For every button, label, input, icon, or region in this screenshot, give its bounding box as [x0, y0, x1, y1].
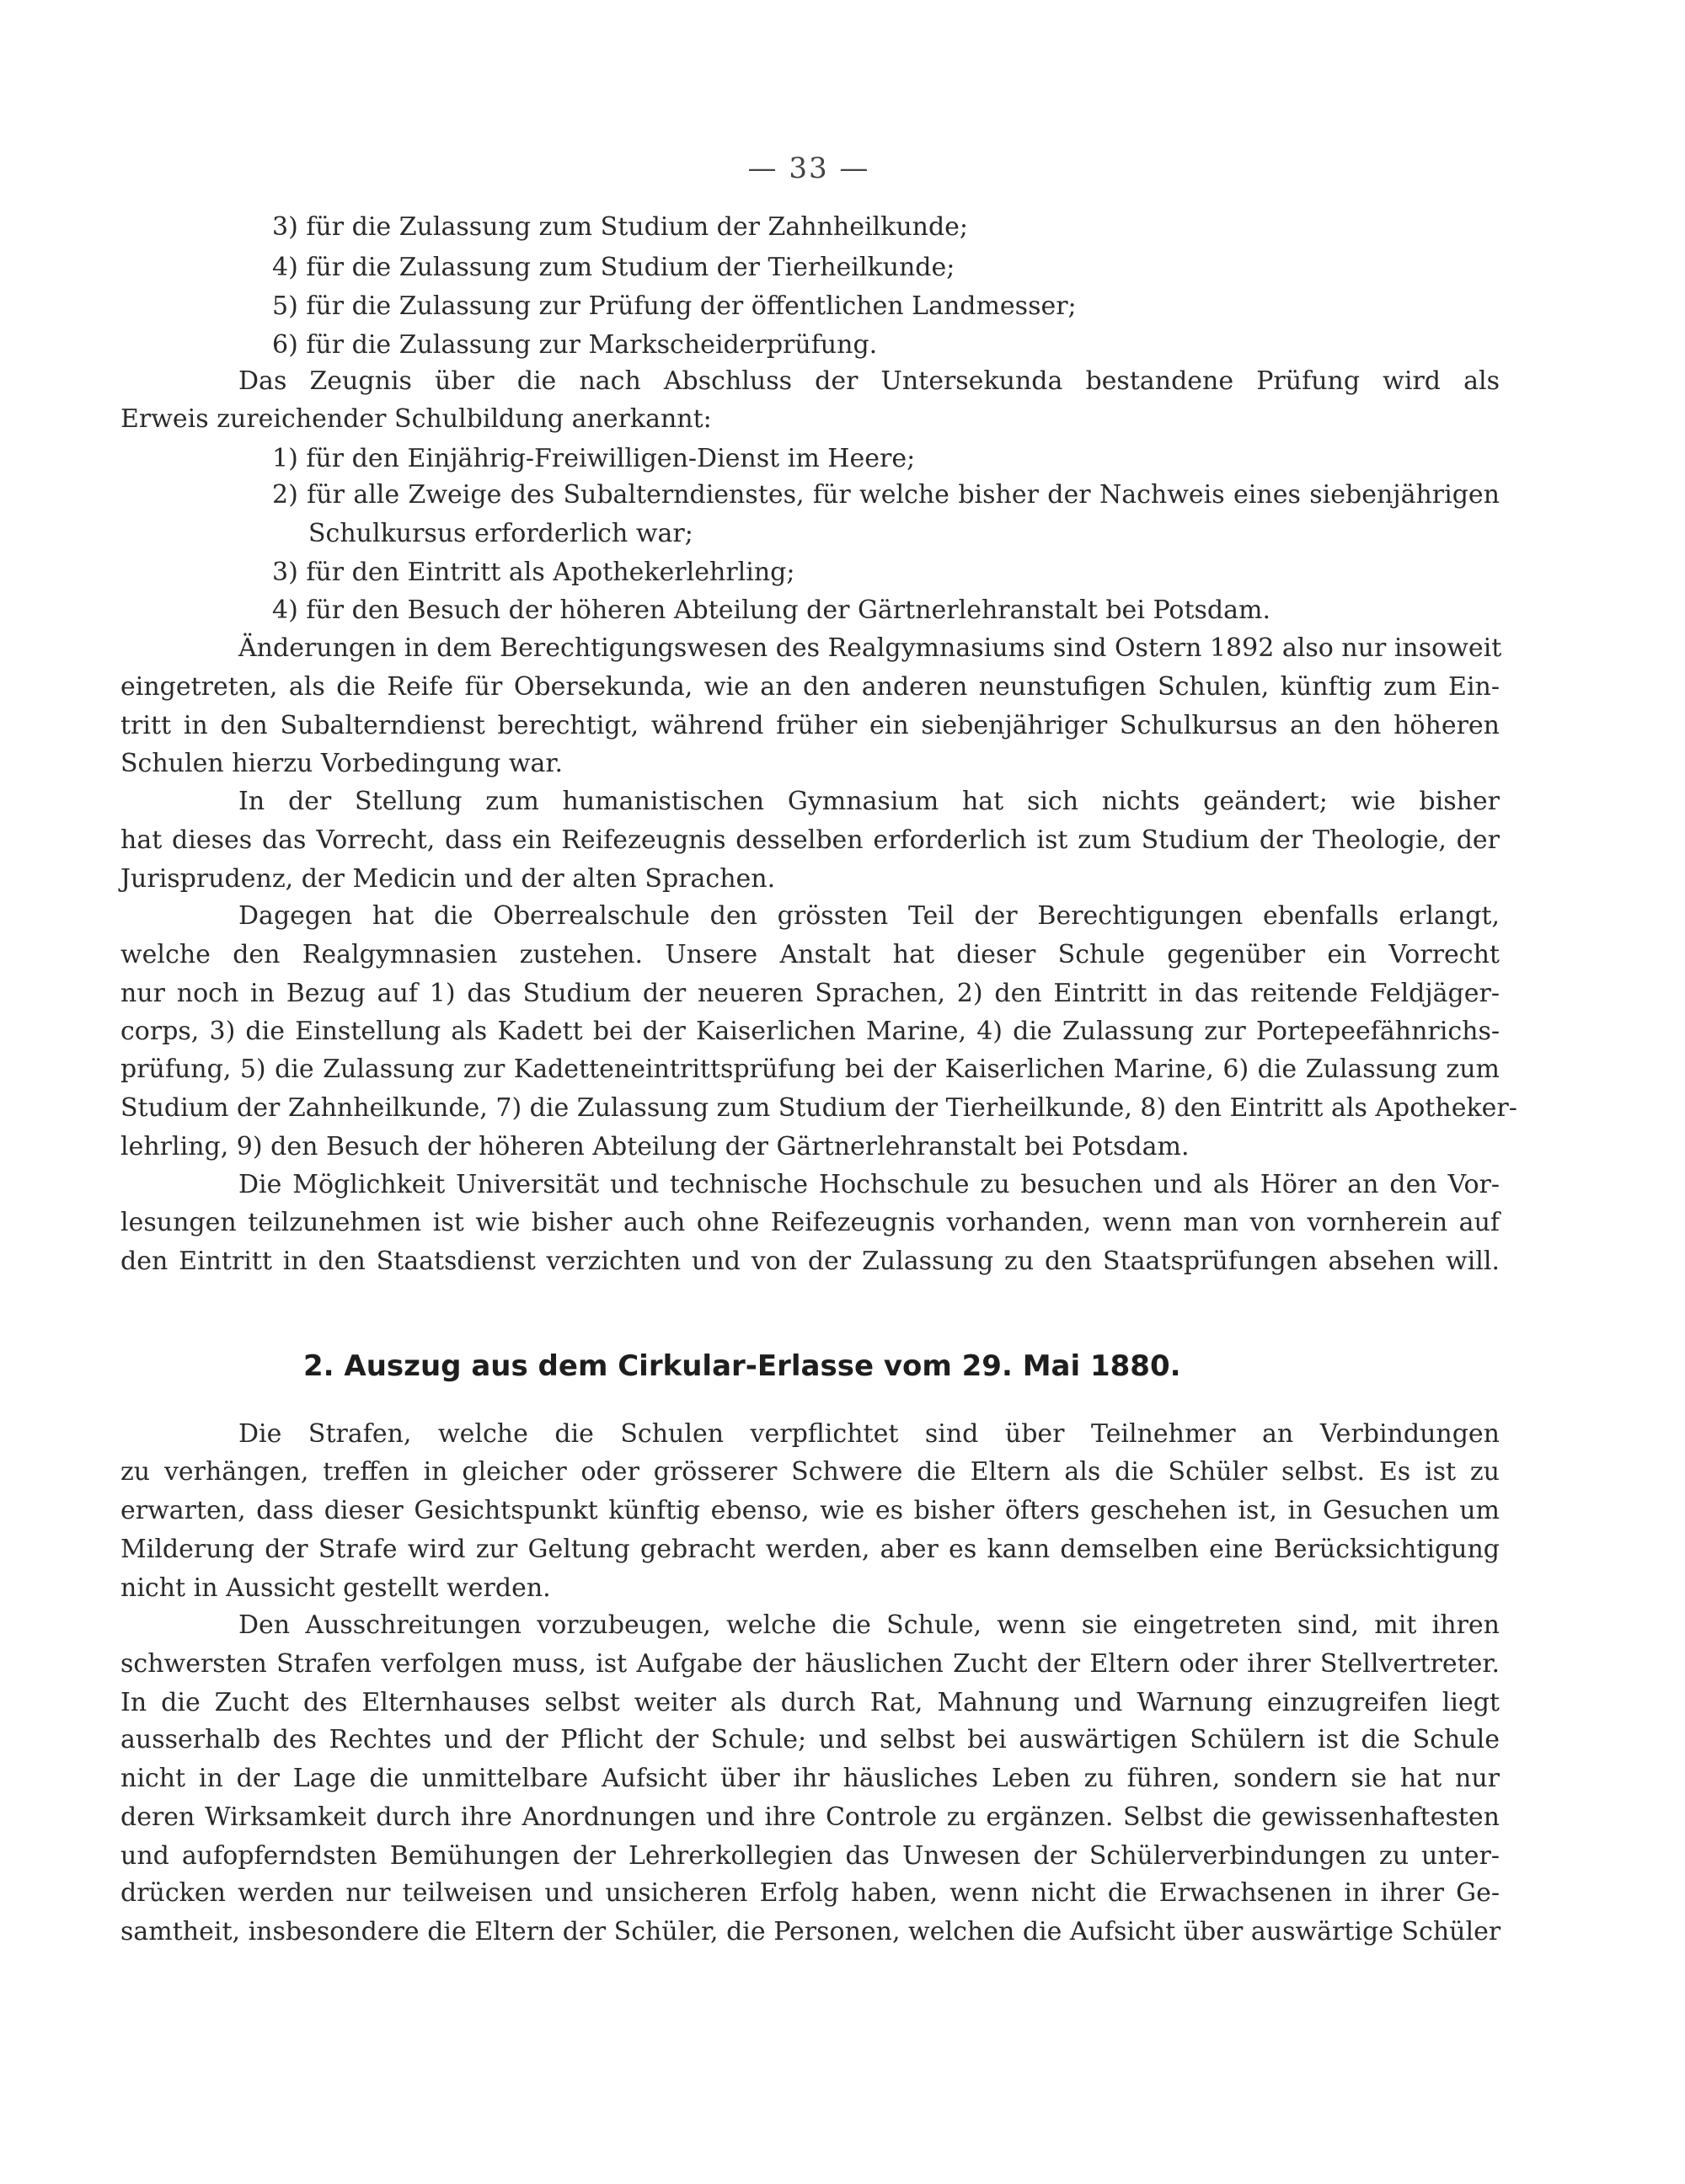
text-line: 4) für die Zulassung zum Studium der Tierheilkunde;: [272, 253, 955, 282]
text-line: corps, 3) die Einstellung als Kadett bei der Kaiserlichen Marine, 4) die Zulassung zur Portepeefähnrichs-: [120, 1017, 1500, 1046]
page-number: — 33 —: [747, 152, 870, 185]
text-line: 2) für alle Zweige des Subalterndienstes, für welche bisher der Nachweis eines siebenjährigen: [272, 480, 1500, 510]
text-line: Die Möglichkeit Universität und technische Hochschule zu besuchen und als Hörer an den Vor-: [238, 1170, 1500, 1199]
text-line: zu verhängen, treffen in gleicher oder grösserer Schwere die Eltern als die Schüler selbst. Es ist zu: [120, 1457, 1500, 1487]
text-line: 5) für die Zulassung zur Prüfung der öffentlichen Landmesser;: [272, 291, 1077, 321]
text-line: ausserhalb des Rechtes und der Pflicht der Schule; und selbst bei auswärtigen Schülern ist die Schule: [120, 1725, 1500, 1754]
text-line: eingetreten, als die Reife für Obersekunda, wie an den anderen neunstufigen Schulen, künftig zum Ein-: [120, 672, 1500, 702]
text-line: Jurisprudenz, der Medicin und der alten Sprachen.: [120, 864, 776, 894]
text-line: Schulen hierzu Vorbedingung war.: [120, 749, 563, 778]
text-line: 1) für den Einjährig-Freiwilligen-Dienst im Heere;: [272, 444, 916, 473]
text-line: prüfung, 5) die Zulassung zur Kadetteneintrittsprüfung bei der Kaiserlichen Marine, 6) die Zulassung zum: [120, 1055, 1500, 1084]
text-line: lesungen teilzunehmen ist wie bisher auch ohne Reifezeugnis vorhanden, wenn man von vornherein auf: [120, 1208, 1500, 1237]
text-line: 3) für die Zulassung zum Studium der Zahnheilkunde;: [272, 212, 969, 242]
section-heading: 2. Auszug aus dem Cirkular-Erlasse vom 29. Mai 1880.: [303, 1349, 1181, 1383]
text-line: nicht in Aussicht gestellt werden.: [120, 1573, 551, 1603]
text-line: Die Strafen, welche die Schulen verpflichtet sind über Teilnehmer an Verbindungen: [238, 1419, 1500, 1449]
text-line: Dagegen hat die Oberrealschule den grössten Teil der Berechtigungen ebenfalls erlangt,: [238, 901, 1500, 931]
text-line: Änderungen in dem Berechtigungswesen des Realgymnasiums sind Ostern 1892 also nur insoweit: [238, 633, 1502, 663]
text-line: In der Stellung zum humanistischen Gymnasium hat sich nichts geändert; wie bisher: [238, 787, 1500, 816]
text-line: samtheit, insbesondere die Eltern der Schüler, die Personen, welchen die Aufsicht über auswärtige Schüler: [120, 1917, 1501, 1946]
text-line: drücken werden nur teilweisen und unsicheren Erfolg haben, wenn nicht die Erwachsenen in ihrer Ge-: [120, 1878, 1500, 1908]
text-line: Schulkursus erforderlich war;: [308, 519, 693, 548]
text-line: welche den Realgymnasien zustehen. Unsere Anstalt hat dieser Schule gegenüber ein Vorrecht: [120, 940, 1500, 969]
text-line: hat dieses das Vorrecht, dass ein Reifezeugnis desselben erforderlich ist zum Studium der Theologie, der: [120, 825, 1500, 855]
text-line: schwersten Strafen verfolgen muss, ist Aufgabe der häuslichen Zucht der Eltern oder ihrer Stellvertreter.: [120, 1649, 1500, 1679]
text-line: erwarten, dass dieser Gesichtspunkt künftig ebenso, wie es bisher öfters geschehen ist, in Gesuchen um: [120, 1496, 1500, 1525]
text-line: Erweis zureichender Schulbildung anerkannt:: [120, 404, 712, 434]
text-line: 6) für die Zulassung zur Markscheiderprüfung.: [272, 330, 878, 360]
text-line: Milderung der Strafe wird zur Geltung gebracht werden, aber es kann demselben eine Berücksichtigung: [120, 1535, 1500, 1564]
text-line: den Eintritt in den Staatsdienst verzichten und von der Zulassung zu den Staatsprüfungen absehen will.: [120, 1247, 1500, 1276]
text-line: Studium der Zahnheilkunde, 7) die Zulassung zum Studium der Tierheilkunde, 8) den Eintritt als Apotheker-: [120, 1093, 1517, 1123]
text-line: In die Zucht des Elternhauses selbst weiter als durch Rat, Mahnung und Warnung einzugreifen liegt: [120, 1688, 1500, 1717]
text-line: 4) für den Besuch der höheren Abteilung der Gärtnerlehranstalt bei Potsdam.: [272, 595, 1270, 625]
text-line: nicht in der Lage die unmittelbare Aufsicht über ihr häusliches Leben zu führen, sondern sie hat nur: [120, 1764, 1500, 1793]
text-line: Den Ausschreitungen vorzubeugen, welche die Schule, wenn sie eingetreten sind, mit ihren: [238, 1610, 1500, 1640]
text-line: Das Zeugnis über die nach Abschluss der Untersekunda bestandene Prüfung wird als: [238, 366, 1500, 396]
text-line: nur noch in Bezug auf 1) das Studium der neueren Sprachen, 2) den Eintritt in das reitende Feldjäger-: [120, 979, 1500, 1008]
text-line: 3) für den Eintritt als Apothekerlehrling;: [272, 558, 795, 587]
text-line: deren Wirksamkeit durch ihre Anordnungen und ihre Controle zu ergänzen. Selbst die gewissenhaftesten: [120, 1802, 1500, 1832]
text-line: und aufopferndsten Bemühungen der Lehrerkollegien das Unwesen der Schülerverbindungen zu unter-: [120, 1841, 1500, 1871]
text-line: tritt in den Subalterndienst berechtigt, während früher ein siebenjähriger Schulkursus an den höheren: [120, 711, 1500, 740]
text-line: lehrling, 9) den Besuch der höheren Abteilung der Gärtnerlehranstalt bei Potsdam.: [120, 1132, 1190, 1161]
